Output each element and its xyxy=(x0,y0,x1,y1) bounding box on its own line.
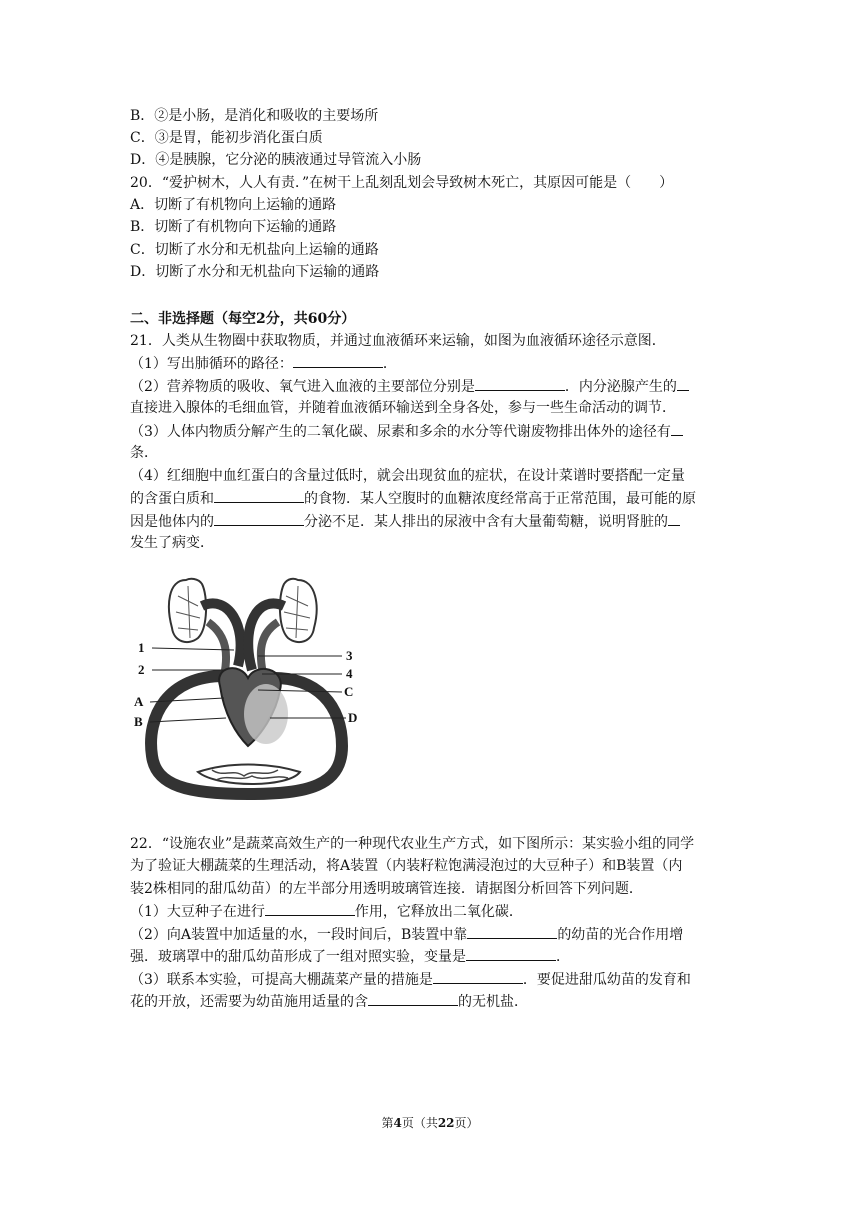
q22-part3-line2 xyxy=(130,991,528,1012)
q20-option-b: B．切断了有机物向下运输的通路 xyxy=(130,219,337,235)
q22-part3-text-d: 的无机盐． xyxy=(458,994,528,1010)
blood-circulation-diagram xyxy=(128,566,368,816)
q22-part2-text-c: 强．玻璃罩中的甜瓜幼苗形成了一组对照实验，变量是 xyxy=(130,949,466,965)
footer-total-pages: 22 xyxy=(437,1116,455,1130)
q21-part2-line1 xyxy=(130,376,689,397)
q22-part2-text-a: （2）向A装置中加适量的水，一段时间后，B装置中靠 xyxy=(130,927,468,943)
diagram-label-A: A xyxy=(134,694,144,709)
diagram-label-D: D xyxy=(348,710,358,725)
q22-part2-line1 xyxy=(130,924,683,945)
q20-option-c: C．切断了水分和无机盐向上运输的通路 xyxy=(130,242,379,258)
q22-part3-line1 xyxy=(130,969,691,990)
answer-blank xyxy=(214,488,304,503)
q19-option-d: D．④是胰腺，它分泌的胰液通过导管流入小肠 xyxy=(130,152,422,168)
q21-part4-line2 xyxy=(130,488,696,509)
answer-blank xyxy=(433,969,523,984)
q19-option-c: C．③是胃，能初步消化蛋白质 xyxy=(130,130,323,146)
q22-part2-text-b: 的幼苗的光合作用增 xyxy=(557,927,684,943)
q21-part3-line2: 条． xyxy=(130,445,158,461)
page-footer xyxy=(0,1114,860,1131)
answer-blank xyxy=(671,421,683,436)
q19-option-b: B．②是小肠，是消化和吸收的主要场所 xyxy=(130,108,379,124)
q21-part1-text: （1）写出肺循环的路径： xyxy=(130,356,293,372)
q22-part3-text-a: （3）联系本实验，可提高大棚蔬菜产量的措施是 xyxy=(130,972,433,988)
diagram-label-3: 3 xyxy=(346,648,353,663)
left-lung xyxy=(169,579,206,642)
q22-part1 xyxy=(130,901,523,922)
q20-option-d: D．切断了水分和无机盐向下运输的通路 xyxy=(130,264,380,280)
q22-part2-text-d: ． xyxy=(556,949,570,965)
body-capillaries xyxy=(198,765,300,785)
diagram-label-C: C xyxy=(344,684,354,699)
q21-part3-text: （3）人体内物质分解产生的二氧化碳、尿素和多余的水分等代谢废物排出体外的途径有 xyxy=(130,424,671,440)
footer-page-number: 4 xyxy=(393,1116,402,1130)
q21-stem: 21．人类从生物圈中获取物质，并通过血液循环来运输，如图为血液循环途径示意图． xyxy=(130,333,666,349)
diagram-label-1: 1 xyxy=(138,640,145,655)
q22-part3-text-c: 花的开放，还需要为幼苗施用适量的含 xyxy=(130,994,368,1010)
footer-mid: 页（共 xyxy=(401,1116,438,1130)
q22-stem-line1: 22．“设施农业”是蔬菜高效生产的一种现代农业生产方式，如下图所示：某实验小组的同学 xyxy=(130,836,695,852)
answer-blank xyxy=(293,353,383,368)
q21-part4-line3 xyxy=(130,511,680,532)
right-lung xyxy=(280,579,317,642)
q20-stem: 20．“爱护树木，人人有责．”在树干上乱刻乱划会导致树木死亡，其原因可能是（ ） xyxy=(130,175,674,191)
q21-part4-text-c: 因是他体内的 xyxy=(130,514,214,530)
q21-part4-text-b: 的食物．某人空腹时的血糖浓度经常高于正常范围，最可能的原 xyxy=(304,491,696,507)
q22-part1-text-b: 作用，它释放出二氧化碳． xyxy=(354,904,523,920)
q22-stem-line3: 装2株相同的甜瓜幼苗）的左半部分用透明玻璃管连接．请据图分析回答下列问题． xyxy=(130,881,643,897)
q22-part1-text-a: （1）大豆种子在进行 xyxy=(130,904,265,920)
q22-part3-text-b: ．要促进甜瓜幼苗的发育和 xyxy=(522,972,691,988)
answer-blank xyxy=(467,924,557,939)
answer-blank xyxy=(466,946,556,961)
answer-blank xyxy=(214,511,304,526)
q21-part3-line1 xyxy=(130,421,683,442)
q21-part4-text-d: 分泌不足．某人排出的尿液中含有大量葡萄糖，说明肾脏的 xyxy=(304,514,668,530)
footer-pre: 第 xyxy=(381,1116,394,1130)
q21-part1-end: ． xyxy=(382,356,397,372)
diagram-label-B: B xyxy=(134,714,143,729)
answer-blank xyxy=(475,376,565,391)
q22-stem-line2: 为了验证大棚蔬菜的生理活动，将A装置（内装籽粒饱满浸泡过的大豆种子）和B装置（内 xyxy=(130,858,683,874)
answer-blank xyxy=(668,511,680,526)
answer-blank xyxy=(368,991,458,1006)
diagram-label-4: 4 xyxy=(346,666,353,681)
q21-part2-text-a: （2）营养物质的吸收、氧气进入血液的主要部位分别是 xyxy=(130,379,475,395)
q22-part2-line2 xyxy=(130,946,570,967)
q21-part4-line1: （4）红细胞中血红蛋白的含量过低时，就会出现贫血的症状，在设计菜谱时要搭配一定量 xyxy=(130,468,685,484)
q21-part4-text-a: 的含蛋白质和 xyxy=(130,491,214,507)
q21-part1 xyxy=(130,353,397,374)
q21-part2-line2: 直接进入腺体的毛细血管，并随着血液循环输送到全身各处，参与一些生命活动的调节． xyxy=(130,400,676,416)
diagram-label-2: 2 xyxy=(138,662,145,677)
answer-blank xyxy=(265,901,355,916)
q20-option-a: A．切断了有机物向上运输的通路 xyxy=(130,197,337,213)
q21-part2-text-b: ．内分泌腺产生的 xyxy=(564,379,677,395)
section-heading: 二、非选择题（每空2分，共60分） xyxy=(130,311,356,327)
answer-blank xyxy=(677,376,689,391)
q21-part4-line4: 发生了病变． xyxy=(130,535,214,551)
footer-post: 页） xyxy=(454,1116,479,1130)
